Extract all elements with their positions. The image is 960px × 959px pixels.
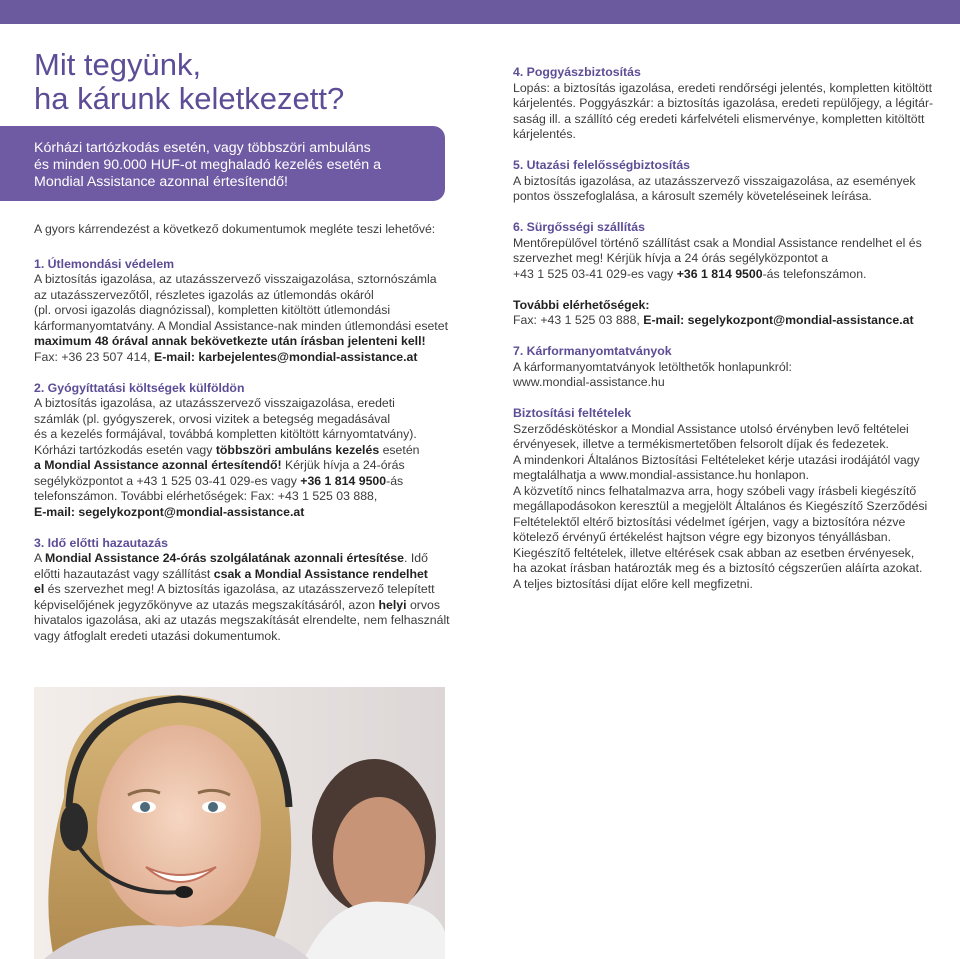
body-text: Fax: +43 1 525 03 888,	[513, 313, 644, 327]
section-text-line	[513, 530, 933, 546]
claim-section	[513, 406, 933, 592]
body-text: Feltételektől eltérő biztosítási védelmet ígérjen, vagy a biztosítóra nézve	[513, 514, 906, 529]
right-sections	[513, 65, 933, 592]
section-text-line	[34, 272, 444, 288]
section-text-line	[34, 629, 444, 645]
claim-section	[513, 298, 933, 329]
urgent-notice-callout	[0, 126, 445, 201]
body-text: érvényesek, illetve a termékismertetőben felsorolt díjak és fedezetek.	[513, 437, 889, 451]
section-text-line	[34, 489, 444, 505]
section-text-line	[513, 189, 933, 205]
body-text: -ás	[386, 473, 404, 488]
page-title	[34, 48, 344, 116]
body-text: és szervezhet meg! A biztosítás igazolása, az utazásszervező telepített	[44, 582, 435, 596]
section-text-line	[513, 515, 933, 531]
section-text-line	[513, 251, 933, 267]
section-heading: 5. Utazási felelősségbiztosítás	[513, 158, 691, 172]
section-text-line	[34, 474, 444, 490]
body-text: Kérjük hívja a 24-órás	[281, 458, 405, 472]
body-text: és a kezelés formájával, továbbá kompletten kitöltött kárnyomtatvány).	[34, 427, 417, 441]
body-text: . Idő	[403, 551, 428, 565]
emphasized-text: E-mail: segelykozpont@mondial-assistance.at	[34, 504, 305, 519]
body-text: A	[34, 551, 45, 565]
claim-section	[34, 381, 444, 521]
body-text: A teljes biztosítási díjat előre kell megfizetni.	[513, 576, 753, 591]
section-text-line	[513, 127, 933, 143]
call-center-photo	[34, 687, 445, 959]
body-text: kötelező érvényű értékelést hajtson végre egy bizonyos tényállásban.	[513, 530, 892, 544]
right-column	[513, 65, 933, 608]
body-text: +43 1 525 03-41 029-es vagy	[513, 266, 677, 281]
body-text: képviselőjének jegyzőkönyve az utazás megszakításáról, azon	[34, 597, 379, 612]
claim-section	[513, 220, 933, 282]
section-text-line	[34, 443, 444, 459]
section-heading: Biztosítási feltételek	[513, 406, 632, 420]
section-text-line	[513, 468, 933, 484]
section-heading: 7. Kárformanyomtatványok	[513, 344, 672, 358]
body-text: megállapodásokon keresztül a megjelölt Általános és Kiegészítő Szerződési	[513, 499, 928, 513]
left-sections	[34, 256, 450, 645]
body-text: A biztosítás igazolása, az utazásszervező visszaigazolása, sztornószámla	[34, 272, 437, 286]
section-text-line	[34, 598, 444, 614]
body-text: Mentőrepülővel történő szállítást csak a Mondial Assistance rendelhet el és	[513, 235, 922, 250]
emphasized-text: Mondial Assistance 24-órás szolgálatának azonnali értesítése	[44, 551, 404, 565]
section-text-line	[513, 313, 933, 329]
section-text-line	[513, 267, 933, 283]
body-text: számlák (pl. gyógyszerek, orvosi vizitek a betegség megadásával	[34, 411, 391, 426]
body-text: pontos összefoglalása, a károsult személy követeléseinek leírása.	[513, 189, 872, 203]
body-text: A közvetítő nincs felhatalmazva arra, hogy szóbeli vagy írásbeli kiegészítő	[513, 483, 917, 498]
claim-section	[513, 344, 933, 391]
body-text: Szerződéskötéskor a Mondial Assistance utolsó érvényben levő feltételei	[513, 421, 909, 436]
body-text: -ás telefonszámon.	[762, 266, 867, 281]
body-text: Kórházi tartózkodás esetén vagy	[34, 442, 216, 457]
body-text: A kárformanyomtatványok letölthetők honlapunkról:	[513, 359, 792, 374]
body-text: megtalálhatja a www.mondial-assistance.hu honlapon.	[513, 468, 809, 482]
emphasized-text: a Mondial Assistance azonnal értesítendő!	[34, 458, 282, 472]
callout-line: Mondial Assistance azonnal értesítendő!	[34, 174, 288, 190]
body-text: saság ill. a szállító cég eredeti kárfelvételi elismervénye, kompletten kitöltött	[513, 111, 925, 126]
emphasized-text: E-mail: karbejelentes@mondial-assistance.at	[154, 349, 418, 364]
section-text-line	[513, 484, 933, 500]
section-text-line	[34, 551, 444, 567]
claim-section	[34, 535, 450, 645]
section-text-line	[513, 546, 933, 562]
body-text: kárjelentés.	[513, 127, 576, 141]
section-text-line	[34, 582, 444, 598]
headset-operators-illustration	[34, 687, 445, 959]
section-text-line	[34, 288, 444, 304]
section-text-line	[513, 577, 933, 593]
section-heading: 2. Gyógyíttatási költségek külföldön	[34, 380, 245, 395]
section-text-line	[34, 396, 444, 412]
page-title-line: Mit tegyünk,	[34, 47, 202, 82]
section-heading: 3. Idő előtti hazautazás	[34, 535, 168, 550]
body-text: (pl. orvosi igazolás diagnózissal), kompletten kitöltött útlemondási	[34, 303, 391, 317]
section-text-line	[34, 303, 444, 319]
claim-section	[513, 158, 933, 205]
body-text: kárformanyomtatvány. A Mondial Assistance-nak minden útlemondási esetet	[34, 318, 448, 333]
left-column	[34, 222, 450, 660]
section-text-line	[513, 422, 933, 438]
body-text: A mindenkori Általános Biztosítási Feltételeket kérje utazási irodájától vagy	[513, 452, 920, 467]
emphasized-text: +36 1 814 9500	[300, 473, 387, 488]
section-text-line	[34, 318, 448, 335]
section-text-line	[513, 174, 933, 190]
body-text: hivatalos igazolása, aki az utazás megszakítását elrendelte, nem felhasznált	[34, 613, 450, 627]
emphasized-text: helyi	[378, 597, 407, 612]
emphasized-text: el	[34, 582, 45, 596]
top-color-bar	[0, 0, 960, 24]
section-heading: 4. Poggyászbiztosítás	[513, 65, 641, 79]
body-text: előtti hazautazást vagy szállítást	[34, 566, 214, 581]
section-text-line	[513, 96, 933, 112]
section-text-line	[513, 298, 933, 314]
section-heading: 6. Sürgősségi szállítás	[513, 220, 645, 234]
section-text-line	[34, 412, 444, 428]
section-text-line	[34, 334, 444, 350]
body-text: telefonszámon. További elérhetőségek: Fax: +43 1 525 03 888,	[34, 489, 378, 503]
body-text: orvos	[406, 597, 441, 612]
section-text-line	[513, 499, 933, 515]
section-text-line	[34, 505, 444, 521]
callout-line: és minden 90.000 HUF-ot meghaladó kezelés esetén a	[34, 157, 382, 173]
body-text: Lopás: a biztosítás igazolása, eredeti rendőrségi jelentés, kompletten kitöltött	[513, 80, 933, 95]
section-text-line	[513, 81, 933, 97]
emphasized-text: csak a Mondial Assistance rendelhet	[213, 566, 428, 581]
section-text-line	[513, 112, 933, 128]
section-text-line	[513, 453, 933, 469]
body-text: ha azokat írásban határozták meg és a biztosító cégszerűen aláírta azokat.	[513, 561, 923, 575]
body-text: A biztosítás igazolása, az utazásszervező visszaigazolása, az események	[513, 173, 916, 188]
section-text-line	[513, 375, 933, 391]
section-text-line	[513, 360, 933, 376]
section-heading: 1. Útlemondási védelem	[34, 256, 175, 271]
body-text: az utazásszervezőtől, részletes igazolás az útlemondás okáról	[34, 287, 374, 302]
body-text: A biztosítás igazolása, az utazásszervező visszaigazolása, eredeti	[34, 396, 395, 410]
body-text: szervezhet meg! Kérjük hívja a 24 órás segélyközpontot a	[513, 251, 829, 265]
body-text: www.mondial-assistance.hu	[513, 375, 665, 389]
intro-text: A gyors kárrendezést a következő dokumentumok megléte teszi lehetővé:	[34, 222, 436, 236]
emphasized-text: maximum 48 órával annak bekövetkezte után írásban jelenteni kell!	[34, 334, 426, 348]
emphasized-text: E-mail: segelykozpont@mondial-assistance.at	[643, 313, 914, 327]
section-text-line	[513, 236, 933, 252]
section-text-line	[34, 350, 444, 366]
page-title-line: ha kárunk keletkezett?	[34, 81, 345, 116]
section-text-line	[34, 567, 444, 583]
body-text: Fax: +36 23 507 414,	[34, 349, 154, 364]
callout-line: Kórházi tartózkodás esetén, vagy többszöri ambuláns	[34, 140, 371, 156]
section-text-line	[513, 561, 933, 577]
body-text: Kiegészítő feltételek, illetve eltérések csak abban az esetben érvényesek,	[513, 545, 915, 560]
section-text-line	[34, 613, 450, 629]
body-text: vagy átfoglalt eredeti utazási dokumentumok.	[34, 628, 281, 643]
claim-section	[513, 65, 933, 143]
section-text-line	[34, 458, 444, 474]
emphasized-text: többszöri ambuláns kezelés	[215, 442, 380, 457]
section-text-line	[513, 437, 933, 453]
body-text: kárjelentés. Poggyászkár: a biztosítás igazolása, eredeti repülőjegy, a légitár-	[513, 96, 934, 110]
claim-section	[34, 256, 448, 366]
body-text: segélyközpontot a +43 1 525 03-41 029-es vagy	[34, 473, 301, 488]
section-text-line	[34, 427, 444, 443]
body-text: esetén	[379, 442, 420, 457]
emphasized-text: +36 1 814 9500	[676, 266, 763, 281]
emphasized-text: További elérhetőségek:	[513, 297, 650, 312]
